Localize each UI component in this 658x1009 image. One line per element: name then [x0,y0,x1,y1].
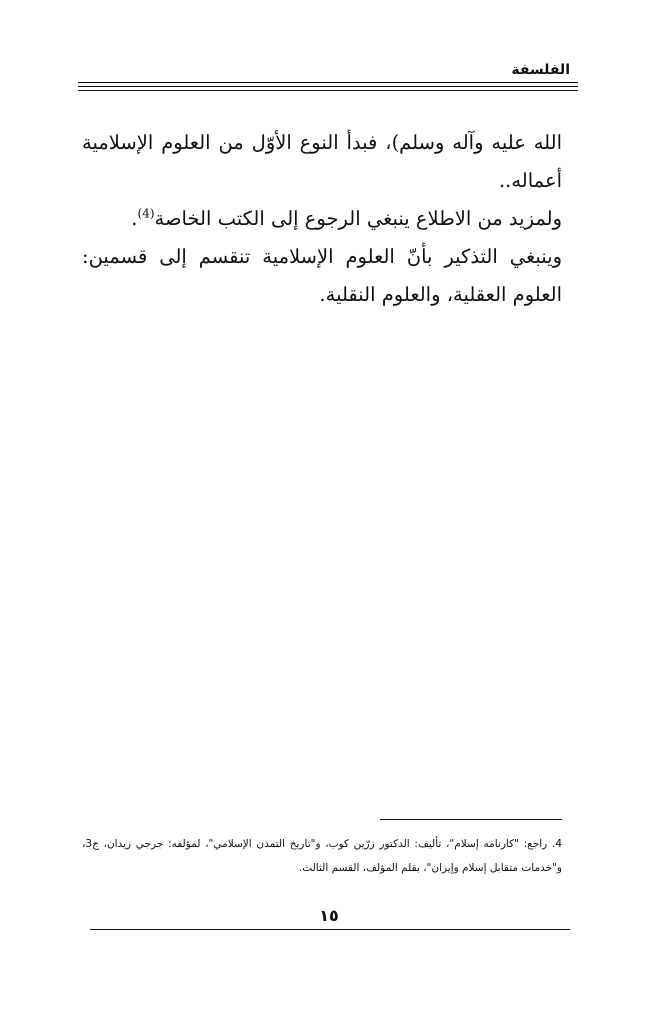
header-rule [78,86,578,87]
paragraph-3: وينبغي التذكير بأنّ العلوم الإسلامية تنقسم إلى قسمين: العلوم العقلية، والعلوم النقلية. [82,245,562,306]
header-rule [78,90,578,91]
main-text [82,124,562,314]
paragraph-2-text: ولمزيد من الاطلاع ينبغي الرجوع إلى الكتب الخاصة [154,207,562,230]
footnote-reference[interactable]: (4) [137,206,155,221]
page-number: ١٥ [319,906,339,925]
footnote: 4. راجع: "كارنامه إسلام"، تأليف: الدكتور زرّين كوب، و"تاريخ التمدن الإسلامي"، لمؤلفه: جرجي زيدان، ج3، و"خدمات متقابل إسلام وإيران"، بقلم المؤلف، القسم الثالث. [82,838,562,874]
footnote-separator [380,819,562,820]
paragraph-1: الله عليه وآله وسلم)، فبدأ النوع الأوّل من العلوم الإسلامية أعماله.. [82,131,562,192]
running-header-title: الفلسفة [511,62,570,78]
footer-rule [90,929,570,930]
paragraph-2 [82,200,562,238]
header-rule [78,82,578,83]
paragraph-2-end: . [131,207,138,230]
